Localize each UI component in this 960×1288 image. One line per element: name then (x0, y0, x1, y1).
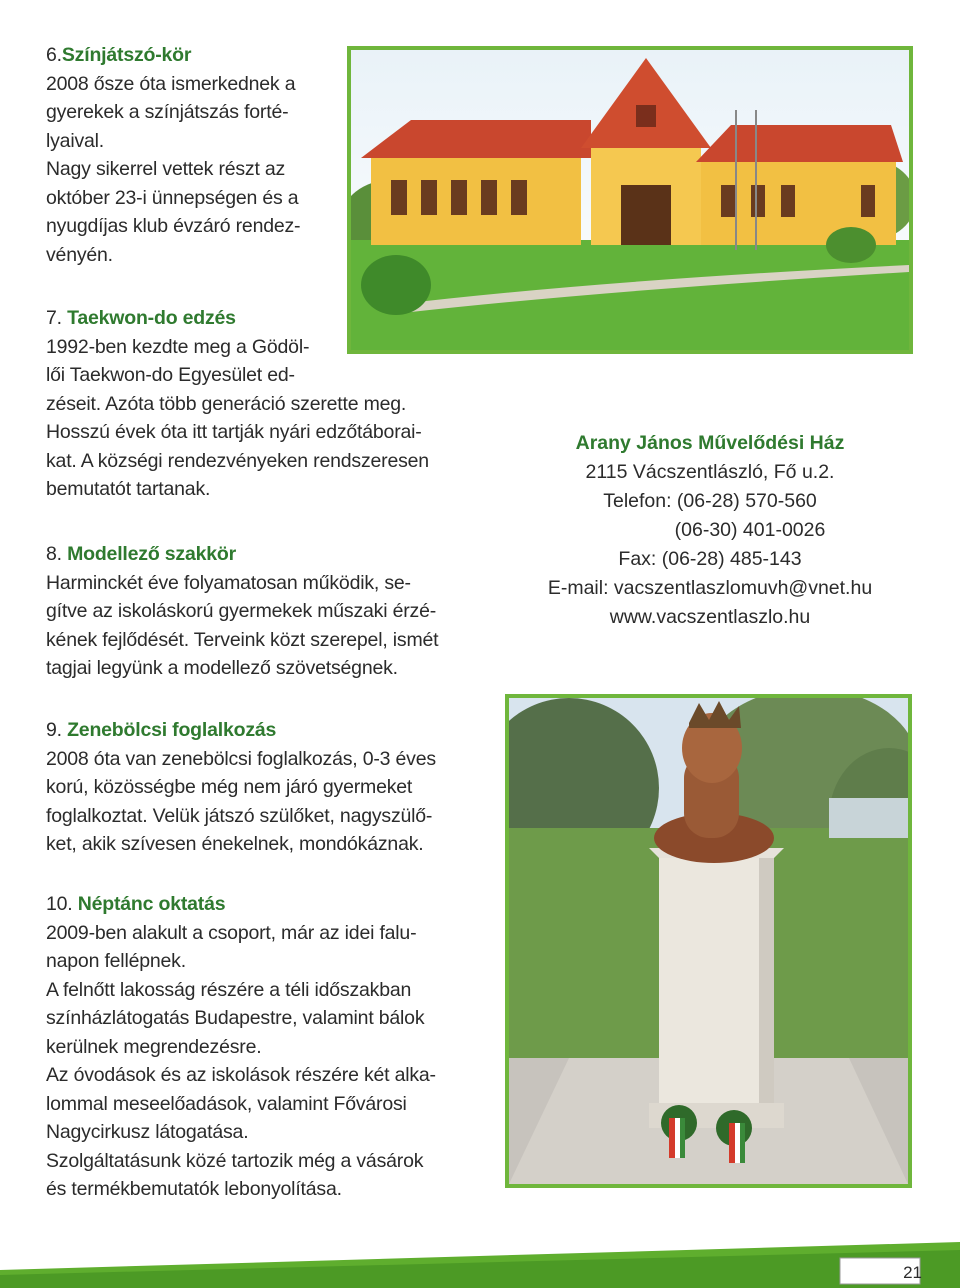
section-9 (46, 716, 436, 859)
contact-address: 2115 Vácszentlászló, Fő u.2. (585, 461, 835, 483)
text-line: Szolgáltatásunk közé tartozik még a vásárok (46, 1149, 424, 1172)
section-8-heading (46, 540, 438, 569)
section-8 (46, 540, 438, 683)
text-line: Az óvodások és az iskolások részére két alka- (46, 1064, 436, 1086)
text-line: nyugdíjas klub évzáró rendez- (46, 215, 301, 237)
text-line: tagjai legyünk a modellező szövetségnek. (46, 657, 398, 679)
text-line: lői Taekwon-do Egyesület ed- (46, 364, 295, 386)
cultural-house-illustration (351, 50, 909, 350)
text-line: Nagycirkusz látogatása. (46, 1121, 249, 1143)
text-line: lyaival. (46, 129, 105, 152)
text-line: A felnőtt lakosság részére a téli időszakban (46, 978, 412, 1001)
text-line: zéseit. Azóta több generáció szerette meg. (46, 392, 407, 415)
text-line: kerülnek megrendezésre. (46, 1035, 262, 1058)
text-line: Nagy sikerrel vettek részt az (46, 158, 286, 180)
section-number: 6. (46, 44, 62, 66)
footer-decoration (0, 1240, 960, 1288)
text-line: 1992-ben kezdte meg a Gödöl- (46, 335, 310, 358)
section-title: Taekwon-do edzés (67, 307, 236, 329)
text-line: és termékbemutatók lebonyolítása. (46, 1178, 342, 1200)
text-line: vényén. (46, 243, 113, 266)
section-title: Modellező szakkör (67, 543, 236, 565)
contact-title: Arany János Művelődési Ház (575, 432, 845, 454)
text-line: kat. A községi rendezvényeken rendszeresen (46, 449, 429, 472)
section-6 (46, 41, 300, 269)
contact-website[interactable]: www.vacszentlaszlo.hu (609, 606, 811, 628)
text-line: ket, akik szívesen énekelnek, mondókáznak. (46, 833, 424, 855)
text-line: foglalkoztat. Velük játszó szülőket, nagyszülő- (46, 804, 433, 827)
text-line: bemutatót tartanak. (46, 478, 211, 500)
contact-phone-2: (06-30) 401-0026 (674, 519, 826, 541)
contact-phone: Telefon: (06-28) 570-560 (603, 490, 817, 512)
contact-fax: Fax: (06-28) 485-143 (618, 548, 802, 570)
section-9-heading (46, 716, 436, 745)
section-number: 8. (46, 543, 62, 565)
text-line: 2008 óta van zenebölcsi foglalkozás, 0-3 éves (46, 747, 436, 770)
text-line: 2009-ben alakult a csoport, már az idei falu- (46, 921, 417, 944)
text-line: Hosszú évek óta itt tartják nyári edzőtáborai- (46, 421, 422, 443)
section-number: 7. (46, 307, 62, 329)
section-6-heading (46, 41, 300, 70)
section-number: 9. (46, 719, 62, 741)
text-line: gítve az iskoláskorú gyermekek műszaki érzé- (46, 600, 437, 622)
text-line: lommal meseelőadások, valamint Fővárosi (46, 1092, 407, 1115)
text-line: 2008 ősze óta ismerkednek a (46, 72, 296, 95)
section-10 (46, 890, 436, 1204)
section-title: Néptánc oktatás (77, 893, 226, 915)
contact-block (500, 429, 920, 632)
text-line: kének fejlődését. Terveink közt szerepel, ismét (46, 628, 439, 651)
section-title: Zenebölcsi foglalkozás (67, 719, 277, 741)
text-line: színházlátogatás Budapestre, valamint bálok (46, 1007, 425, 1029)
text-line: korú, közösségbe még nem járó gyermeket (46, 776, 413, 798)
bust-statue-photo (505, 694, 912, 1188)
cultural-house-photo (347, 46, 913, 354)
text-line: Harminckét éve folyamatosan működik, se- (46, 571, 411, 594)
text-line: október 23-i ünnepségen és a (46, 186, 299, 209)
page-number: 21 (903, 1263, 922, 1282)
section-title: Színjátszó-kör (61, 44, 192, 66)
bust-statue-illustration (509, 698, 908, 1184)
section-10-heading (46, 890, 436, 919)
text-line: gyerekek a színjátszás forté- (46, 101, 289, 123)
contact-email[interactable]: E-mail: vacszentlaszlomuvh@vnet.hu (547, 577, 873, 599)
section-number: 10. (46, 893, 73, 915)
text-line: napon fellépnek. (46, 950, 186, 972)
